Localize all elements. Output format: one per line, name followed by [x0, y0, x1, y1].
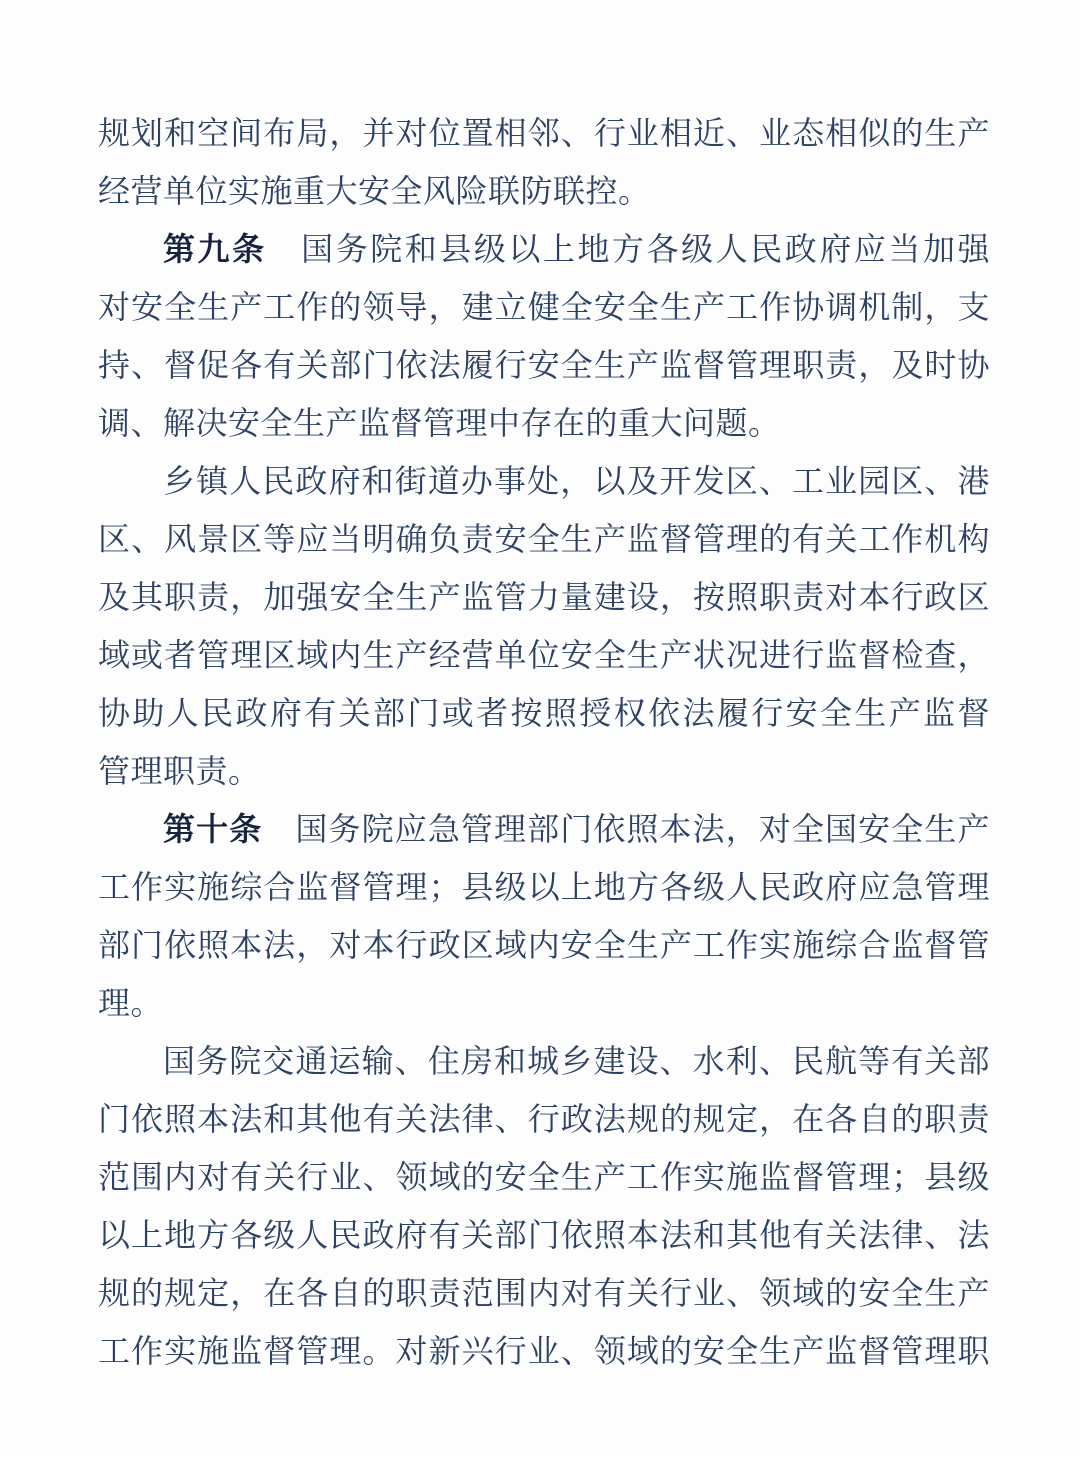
text-line: [98, 162, 990, 220]
text-line: [98, 336, 990, 394]
text-run: 对安全生产工作的领导，建立健全安全生产工作协调机制，支: [98, 289, 990, 325]
text-line: [98, 1264, 990, 1322]
text-run: 持、督促各有关部门依法履行安全生产监督管理职责，及时协: [98, 347, 990, 383]
text-line: [98, 1090, 990, 1148]
text-run: 国务院和县级以上地方各级人民政府应当加强: [266, 231, 990, 267]
text-run: 国务院交通运输、住房和城乡建设、水利、民航等有关部: [163, 1043, 990, 1079]
text-run: 域或者管理区域内生产经营单位安全生产状况进行监督检查，: [98, 637, 990, 673]
text-line: [98, 394, 990, 452]
text-line: [98, 800, 990, 858]
article-number-bold: 第九条: [163, 231, 267, 267]
text-run: 国务院应急管理部门依照本法，对全国安全生产: [262, 811, 990, 847]
text-line: [98, 568, 990, 626]
text-line: [98, 684, 990, 742]
text-run: 区、风景区等应当明确负责安全生产监督管理的有关工作机构: [98, 521, 990, 557]
text-line: [98, 742, 990, 800]
text-run: 协助人民政府有关部门或者按照授权依法履行安全生产监督: [98, 695, 990, 731]
article-body: [98, 104, 990, 1380]
text-line: [98, 974, 990, 1032]
text-line: [98, 1322, 990, 1380]
text-line: [98, 510, 990, 568]
text-line: [98, 858, 990, 916]
text-run: 调、解决安全生产监督管理中存在的重大问题。: [98, 405, 781, 441]
article-number-bold: 第十条: [163, 811, 263, 847]
text-run: 以上地方各级人民政府有关部门依照本法和其他有关法律、法: [98, 1217, 990, 1253]
text-line: [98, 626, 990, 684]
text-line: [98, 278, 990, 336]
text-line: [98, 220, 990, 278]
text-run: 工作实施综合监督管理；县级以上地方各级人民政府应急管理: [98, 869, 990, 905]
text-line: [98, 1148, 990, 1206]
text-run: 及其职责，加强安全生产监管力量建设，按照职责对本行政区: [98, 579, 990, 615]
text-run: 工作实施监督管理。对新兴行业、领域的安全生产监督管理职: [98, 1333, 990, 1369]
text-line: [98, 1032, 990, 1090]
text-run: 乡镇人民政府和街道办事处，以及开发区、工业园区、港: [163, 463, 990, 499]
text-run: 范围内对有关行业、领域的安全生产工作实施监督管理；县级: [98, 1159, 990, 1195]
text-run: 经营单位实施重大安全风险联防联控。: [98, 173, 651, 209]
text-line: [98, 104, 990, 162]
text-run: 管理职责。: [98, 753, 261, 789]
text-line: [98, 916, 990, 974]
text-run: 规划和空间布局，并对位置相邻、行业相近、业态相似的生产: [98, 115, 990, 151]
text-line: [98, 1206, 990, 1264]
text-run: 门依照本法和其他有关法律、行政法规的规定，在各自的职责: [98, 1101, 990, 1137]
text-run: 部门依照本法，对本行政区域内安全生产工作实施综合监督管: [98, 927, 990, 963]
text-run: 理。: [98, 985, 164, 1021]
text-line: [98, 452, 990, 510]
text-run: 规的规定，在各自的职责范围内对有关行业、领域的安全生产: [98, 1275, 990, 1311]
